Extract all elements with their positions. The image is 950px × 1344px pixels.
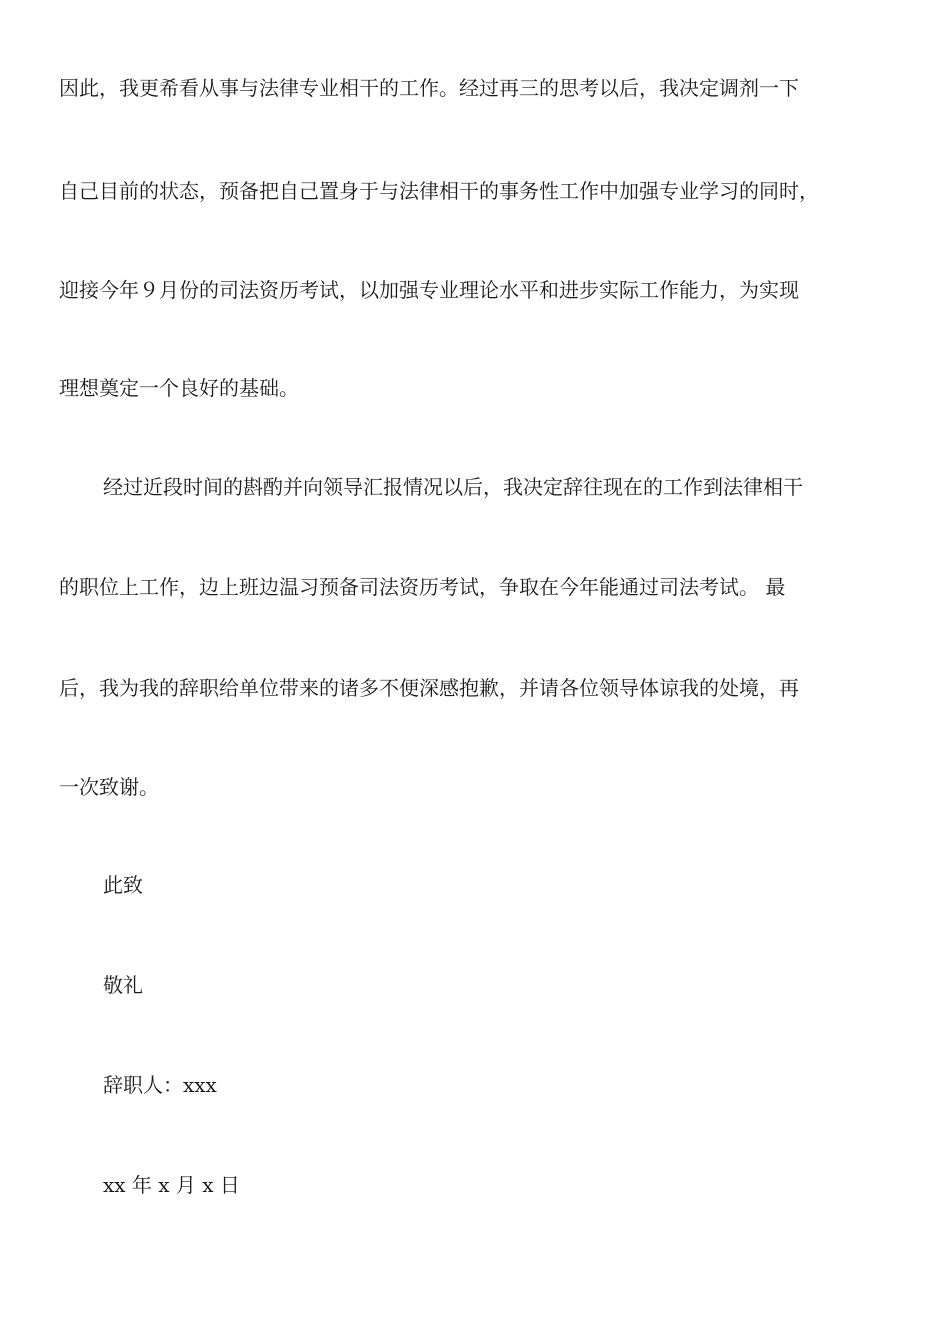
salute-text: 敬礼	[103, 973, 143, 997]
body-text-line: 理想奠定一个良好的基础。	[59, 376, 299, 400]
body-text-line: 的职位上工作，边上班边温习预备司法资历考试，争取在今年能通过司法考试。 最	[59, 575, 786, 599]
closing-text: 此致	[103, 873, 143, 897]
body-text-line: 经过近段时间的斟酌并向领导汇报情况以后，我决定辞往现在的工作到法律相干	[103, 475, 803, 499]
signature-line: 辞职人：xxx	[103, 1073, 217, 1097]
body-text-line: 后，我为我的辞职给单位带来的诸多不便深感抱歉，并请各位领导体谅我的处境，再	[59, 676, 799, 700]
body-text-line: 一次致谢。	[59, 775, 159, 799]
body-text-line: 迎接今年９月份的司法资历考试，以加强专业理论水平和进步实际工作能力，为实现	[59, 278, 799, 302]
date-line: xx 年 x 月 x 日	[103, 1173, 240, 1197]
body-text-line: 因此，我更希看从事与法律专业相干的工作。经过再三的思考以后，我决定调剂一下	[59, 76, 799, 100]
body-text-line: 自己目前的状态，预备把自己置身于与法律相干的事务性工作中加强专业学习的同时，	[59, 179, 819, 203]
